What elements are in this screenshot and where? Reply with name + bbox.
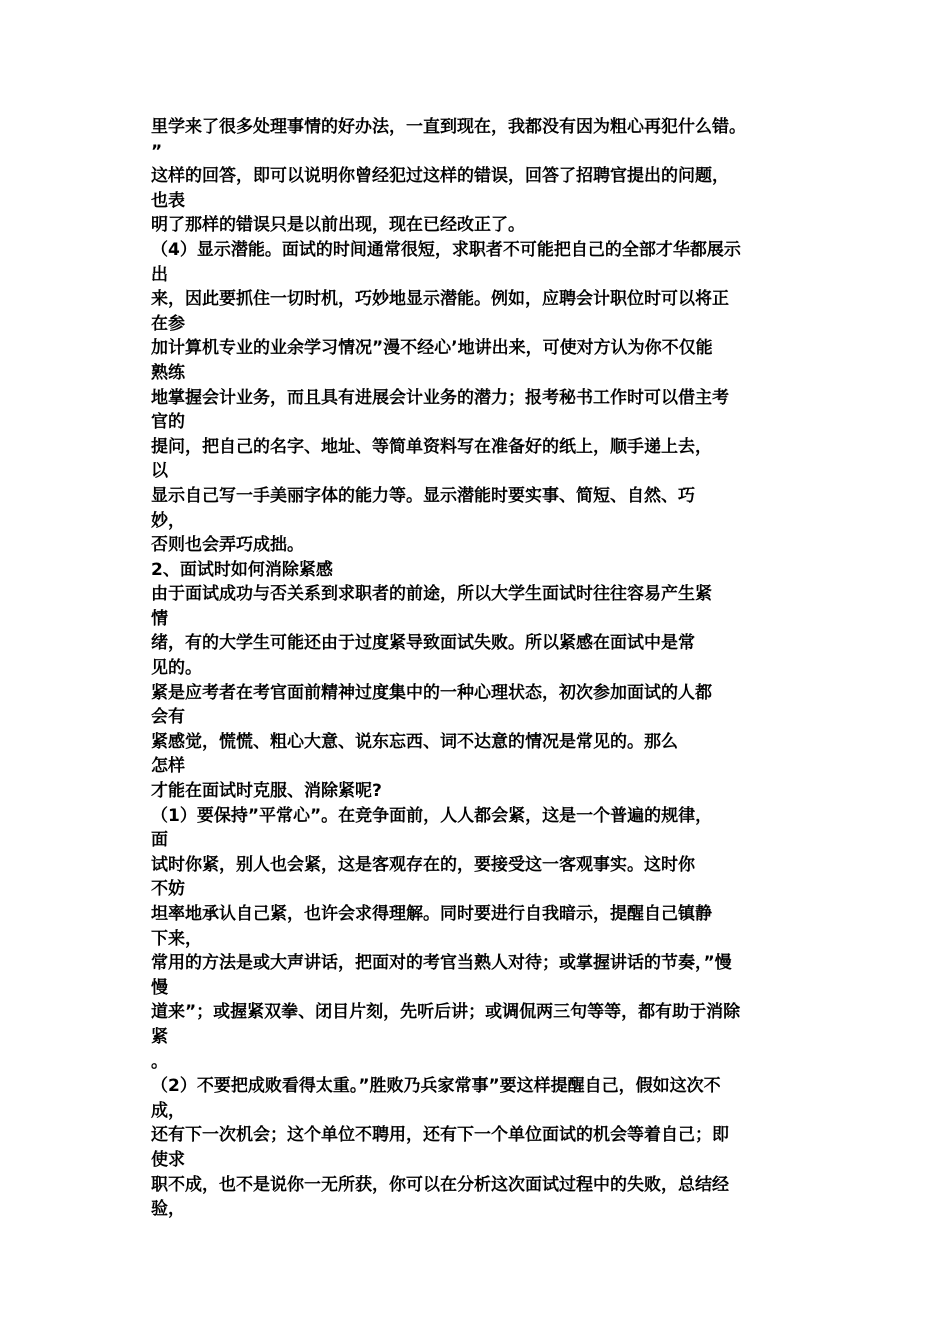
text-line: 以 <box>151 461 168 482</box>
text-line: 慢 <box>151 977 168 998</box>
text-line: 紧感觉，慌慌、粗心大意、说东忘西、词不达意的情况是常见的。那么 <box>151 731 678 752</box>
text-line: 见的。 <box>151 658 202 679</box>
text-line: 妙， <box>151 510 185 531</box>
text-line: 职不成，也不是说你一无所获，你可以在分析这次面试过程中的失败，总结经 <box>151 1174 729 1195</box>
text-line: 情 <box>151 608 168 629</box>
text-line: 下来， <box>151 928 202 949</box>
text-line: 里学来了很多处理事情的好办法，一直到现在，我都没有因为粗心再犯什么错。 <box>151 117 746 137</box>
text-line: 才能在面试时克服、消除紧呢? <box>151 781 382 802</box>
text-line: 由于面试成功与否关系到求职者的前途，所以大学生面试时往往容易产生紧 <box>151 584 712 605</box>
text-line: 在参 <box>151 313 185 334</box>
text-line: （2）不要把成败看得太重。”胜败乃兵家常事”要这样提醒自己，假如这次不 <box>151 1076 721 1097</box>
text-line: 。 <box>151 1051 168 1072</box>
text-line: 紧是应考者在考官面前精神过度集中的一种心理状态，初次参加面试的人都 <box>151 682 712 703</box>
text-line: 会有 <box>151 707 185 728</box>
document-body <box>151 115 791 1222</box>
text-line: 紧 <box>151 1026 168 1047</box>
text-line: 坦率地承认自己紧，也许会求得理解。同时要进行自我暗示，提醒自己镇静 <box>151 904 712 924</box>
text-line: 否则也会弄巧成拙。 <box>151 535 304 556</box>
text-line: 显示自己写一手美丽字体的能力等。显示潜能时要实事、简短、自然、巧 <box>151 485 695 506</box>
text-line: 出 <box>151 264 168 285</box>
text-line: 官的 <box>151 412 185 433</box>
text-line: 也表 <box>151 190 185 211</box>
text-line: 不妨 <box>151 879 185 900</box>
text-line: 道来”；或握紧双拳、闭目片刻，先听后讲；或调侃两三句等等，都有助于消除 <box>151 1002 741 1023</box>
text-line: （4）显示潜能。面试的时间通常很短，求职者不可能把自己的全部才华都展示 <box>151 239 741 260</box>
text-line: 这样的回答，即可以说明你曾经犯过这样的错误，回答了招聘官提出的问题， <box>151 166 729 187</box>
text-line: 绪，有的大学生可能还由于过度紧导致面试失败。所以紧感在面试中是常 <box>151 633 695 654</box>
text-line: 试时你紧，别人也会紧，这是客观存在的，要接受这一客观事实。这时你 <box>151 854 695 875</box>
text-line: 常用的方法是或大声讲话，把面对的考官当熟人对待；或掌握讲话的节奏，”慢 <box>151 953 732 974</box>
text-line: 面 <box>151 830 168 851</box>
text-line: 熟练 <box>151 362 185 383</box>
text-line: 成， <box>151 1100 185 1121</box>
text-line: 明了那样的错误只是以前出现，现在已经改正了。 <box>151 215 525 236</box>
text-line: （1）要保持”平常心”。在竞争面前，人人都会紧，这是一个普遍的规律， <box>151 805 713 826</box>
text-line: 提问，把自己的名字、地址、等简单资料写在准备好的纸上，顺手递上去， <box>151 436 712 457</box>
text-line: 使求 <box>151 1149 185 1170</box>
text-line: 来，因此要抓住一切时机，巧妙地显示潜能。例如，应聘会计职位时可以将正 <box>151 289 729 310</box>
text-line: 还有下一次机会；这个单位不聘用，还有下一个单位面试的机会等着自己；即 <box>151 1125 729 1146</box>
text-line: 加计算机专业的业余学习情况”漫不经心’地讲出来，可使对方认为你不仅能 <box>151 338 713 359</box>
text-line: ” <box>151 141 163 162</box>
text-line: 2、面试时如何消除紧感 <box>151 559 333 580</box>
text-line: 地掌握会计业务，而且具有进展会计业务的潜力；报考秘书工作时可以借主考 <box>151 387 729 408</box>
text-line: 验， <box>151 1199 185 1220</box>
text-line: 怎样 <box>151 756 185 777</box>
